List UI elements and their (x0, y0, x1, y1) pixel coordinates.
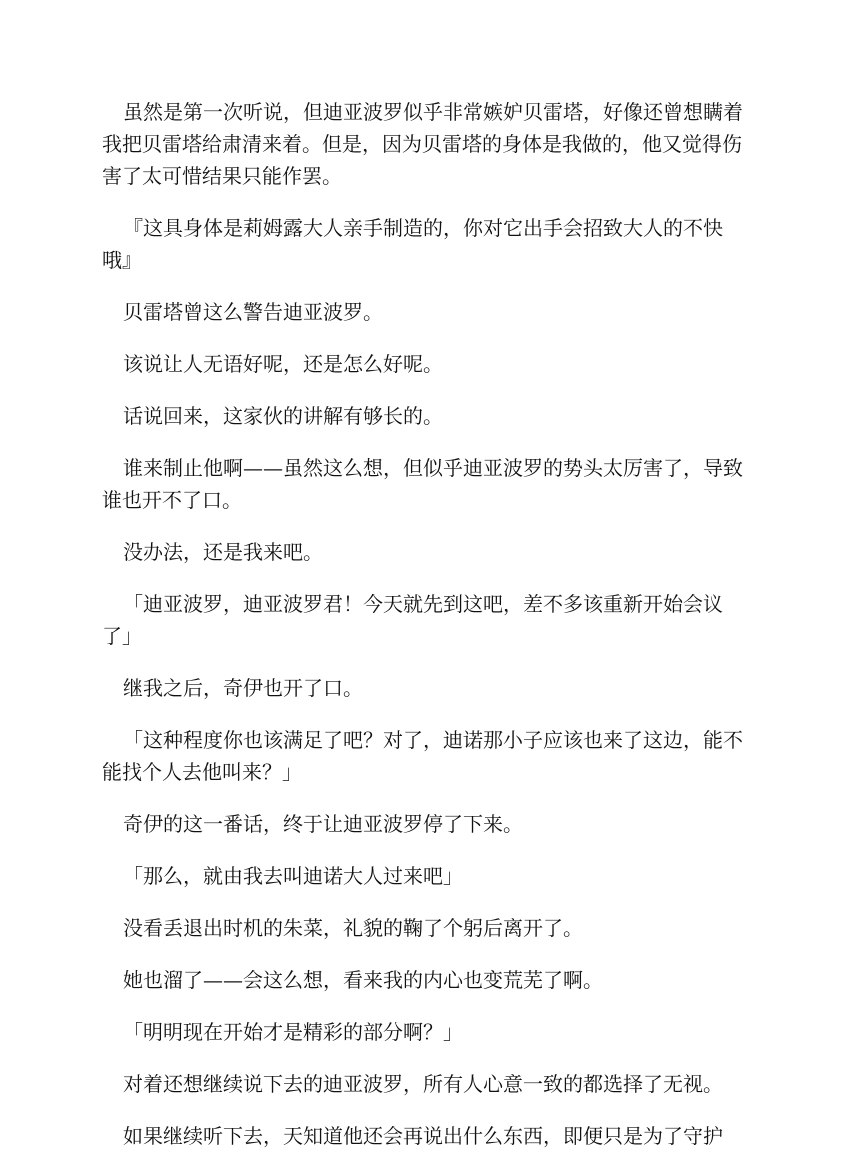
paragraph: 「那么，就由我去叫迪诺大人过来吧」 (123, 864, 463, 888)
paragraph: 贝雷塔曾这么警告迪亚波罗。 (123, 300, 383, 324)
paragraph: 「迪亚波罗，迪亚波罗君！今天就先到这吧，差不多该重新开始会议了」 (102, 592, 723, 648)
paragraph: 谁来制止他啊——虽然这么想，但似乎迪亚波罗的势头太厉害了，导致谁也开不了口。 (102, 456, 743, 512)
paragraph: 话说回来，这家伙的讲解有够长的。 (123, 404, 443, 428)
paragraph: 虽然是第一次听说，但迪亚波罗似乎非常嫉妒贝雷塔，好像还曾想瞒着我把贝雷塔给肃清来着。但是，因为贝雷塔的身体是我做的，他又觉得伤害了太可惜结果只能作罢。 (102, 100, 743, 188)
paragraph: 她也溜了——会这么想，看来我的内心也变荒芜了啊。 (123, 968, 603, 992)
paragraph: 该说让人无语好呢，还是怎么好呢。 (123, 352, 443, 376)
paragraph: 对着还想继续说下去的迪亚波罗，所有人心意一致的都选择了无视。 (123, 1072, 723, 1096)
paragraph: 奇伊的这一番话，终于让迪亚波罗停了下来。 (123, 812, 523, 836)
paragraph: 继我之后，奇伊也开了口。 (123, 676, 363, 700)
paragraph: 没看丢退出时机的朱菜，礼貌的鞠了个躬后离开了。 (123, 916, 583, 940)
paragraph: 如果继续听下去，天知道他还会再说出什么东西，即便只是为了守护 (123, 1124, 723, 1148)
paragraph: 没办法，还是我来吧。 (123, 540, 323, 564)
paragraph: 「这种程度你也该满足了吧？对了，迪诺那小子应该也来了这边，能不能找个人去他叫来？」 (102, 728, 743, 784)
document-page (102, 96, 750, 1172)
paragraph: 『这具身体是莉姆露大人亲手制造的，你对它出手会招致大人的不快哦』 (102, 216, 723, 272)
paragraph: 「明明现在开始才是精彩的部分啊？」 (123, 1020, 463, 1044)
